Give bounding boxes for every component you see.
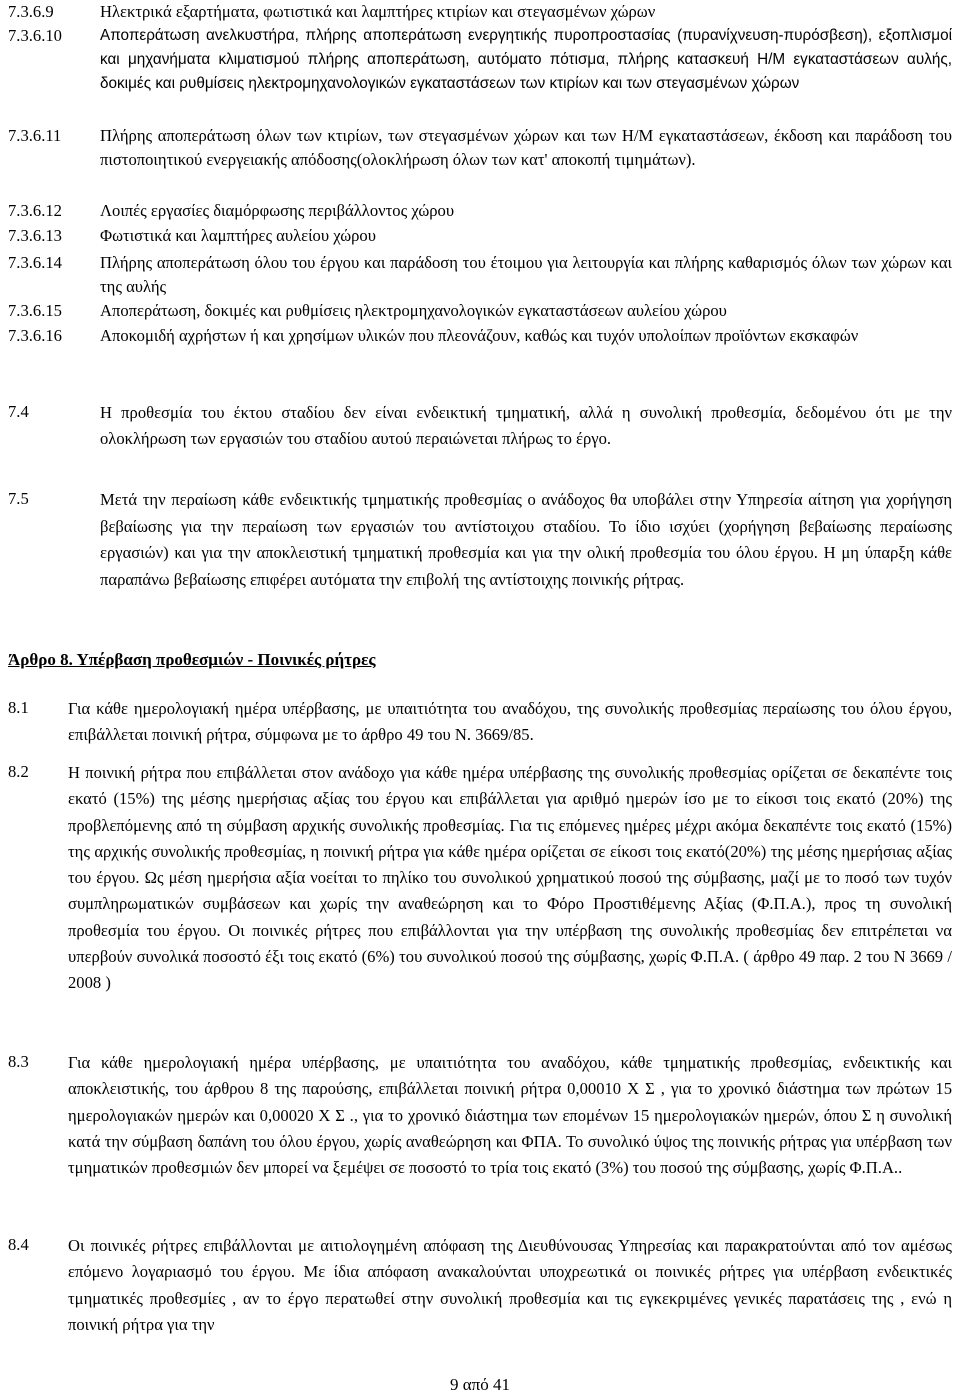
item-number: 7.3.6.12: [8, 201, 62, 220]
paragraph-text: Οι ποινικές ρήτρες επιβάλλονται με αιτιολογημένη απόφαση της Διευθύνουσας Υπηρεσίας και παρακρατούνται από τον αμέσως επόμενο λογαριασμό του έργου. Με ίδια απόφαση ανακαλούνται υποχρεωτικά οι ποινικές ρήτρες για υπέρβαση ενδεικτικές τμηματικές προθεσμίες , αν το έργο περατωθεί στην συνολική προθεσμία και τις εγκεκριμένες γενικές παρατάσεις της , ενώ η ποινική ρήτρα για την: [68, 1236, 952, 1334]
paragraph-number: 7.4: [8, 402, 29, 421]
item-text: Αποκομιδή αχρήστων ή και χρησίμων υλικών που πλεονάζουν, καθώς και τυχόν υπολοίπων προϊόντων εκσκαφών: [100, 326, 859, 345]
paragraph-text: Η προθεσμία του έκτου σταδίου δεν είναι ενδεικτική τμηματική, αλλά η συνολική προθεσμία, δεδομένου ότι με την ολοκλήρωση των εργασιών του σταδίου αυτού περαιώνεται πλήρως το έργο.: [100, 403, 952, 448]
item-number: 7.3.6.14: [8, 253, 62, 272]
paragraph-text: Για κάθε ημερολογιακή ημέρα υπέρβασης, με υπαιτιότητα του αναδόχου, της συνολικής προθεσμίας περαίωσης του όλου έργου, επιβάλλεται ποινική ρήτρα, σύμφωνα με το άρθρο 49 του Ν. 3669/85.: [68, 699, 952, 744]
item-text: Ηλεκτρικά εξαρτήματα, φωτιστικά και λαμπτήρες κτιρίων και στεγασμένων χώρων: [100, 2, 656, 21]
paragraph-text: Για κάθε ημερολογιακή ημέρα υπέρβασης, με υπαιτιότητα του αναδόχου, κάθε τμηματικής προθεσμίας, ενδεικτικής και αποκλειστικής, του άρθρου 8 της παρούσης, επιβάλλεται ποινική ρήτρα 0,00010 Χ Σ , για το χρονικό διάστημα των πρώτων 15 ημερολογιακών ημερών και 0,00020 Χ Σ ., για το χρονικό διάστημα των επομένων 15 ημερολογιακών ημερών, όπου Σ η συνολική κατά την σύμβαση δαπάνη του όλου έργου, χωρίς αναθεώρηση και ΦΠΑ. Το συνολικό ύψος της ποινικής ρήτρας για υπέρβαση των τμηματικών προθεσμιών δεν μπορεί να ξεμέψει σε ποσοστό το τρία τοις εκατό (3%) του ποσού της σύμβασης, χωρίς Φ.Π.Α..: [68, 1053, 952, 1178]
item-number: 7.3.6.16: [8, 326, 62, 345]
paragraph-text: Η ποινική ρήτρα που επιβάλλεται στον ανάδοχο για κάθε ημέρα υπέρβασης της συνολικής προθεσμίας ορίζεται σε δεκαπέντε τοις εκατό (15%) της μέσης ημερήσιας αξίας του έργου και επιβάλλεται για αριθμό ημερών ίσο με το είκοσι τοις εκατό (20%) της προβλεπόμενης από τη σύμβαση αρχικής συνολικής προθεσμίας. Για τις επόμενες ημέρες μέχρι ακόμα δεκαπέντε τοις εκατό (15%) της αρχικής συνολικής προθεσμίας, η ποινική ρήτρα για κάθε ημέρα ορίζεται σε είκοσι τοις εκατό(20%) της μέσης ημερήσιας αξίας του έργου. Ως μέση ημερήσια αξία νοείται το πηλίκο του συνολικού χρηματικού ποσού της σύμβασης, μαζί με το ποσό των τυχόν συμπληρωματικών συμβάσεων και χωρίς την αναθεώρηση και το Φόρο Προστιθέμενης Αξίας (Φ.Π.Α.), προς τη συνολική προθεσμία του έργου. Οι ποινικές ρήτρες που επιβάλλονται για την υπέρβαση της συνολικής προθεσμίας δεν επιτρέπεται να υπερβούν συνολικά ποσοστό έξι τοις εκατό (6%) του συνολικού ποσού της σύμβασης, χωρίς Φ.Π.Α. ( άρθρο 49 παρ. 2 του Ν 3669 / 2008 ): [68, 763, 952, 993]
article-heading: Άρθρο 8. Υπέρβαση προθεσμιών - Ποινικές ρήτρες: [8, 650, 376, 669]
item-text: Πλήρης αποπεράτωση όλων των κτιρίων, των στεγασμένων χώρων και των Η/Μ εγκαταστάσεων, έκδοση και παράδοση του πιστοποιητικού ενεργειακής απόδοσης(ολοκλήρωση όλων των κατ' αποκοπή τιμημάτων).: [100, 126, 952, 169]
item-text: Πλήρης αποπεράτωση όλου του έργου και παράδοση του έτοιμου για λειτουργία και πλήρης καθαρισμός όλων των χώρων και της αυλής: [100, 253, 952, 296]
paragraph-text: Μετά την περαίωση κάθε ενδεικτικής τμηματικής προθεσμίας ο ανάδοχος θα υποβάλει στην Υπηρεσία αίτηση για χορήγηση βεβαίωσης για την περαίωση των εργασιών του αντίστοιχου σταδίου. Το ίδιο ισχύει (χορήγηση βεβαίωσης περαίωσης εργασιών) και για την αποκλειστική τμηματική προθεσμία και για την ολική προθεσμία του όλου έργου. Η μη ύπαρξη κάθε παραπάνω βεβαίωσης επιφέρει αυτόματα την επιβολή της αντίστοιχης ποινικής ρήτρας.: [100, 490, 952, 589]
item-number: 7.3.6.11: [8, 126, 62, 145]
item-text: Αποπεράτωση, δοκιμές και ρυθμίσεις ηλεκτρομηχανολογικών εγκαταστάσεων αυλείου χώρου: [100, 301, 727, 320]
item-text: Αποπεράτωση ανελκυστήρα, πλήρης αποπεράτωση ενεργητικής πυροπροστασίας (πυρανίχνευση-πυρόσβεση), εξοπλισμοί και μηχανήματα κλιματισμού πλήρης αποπεράτωση, αυτόματο πότισμα, πλήρης κατασκευή Η/Μ εγκαταστάσεων αυλής, δοκιμές και ρυθμίσεις ηλεκτρομηχανολογικών εγκαταστάσεων των κτιρίων και των στεγασμένων χώρων: [100, 27, 952, 92]
item-text: Φωτιστικά και λαμπτήρες αυλείου χώρου: [100, 226, 376, 245]
item-number: 7.3.6.13: [8, 226, 62, 245]
paragraph-number: 8.2: [8, 762, 29, 781]
paragraph-number: 8.4: [8, 1235, 29, 1254]
item-number: 7.3.6.15: [8, 301, 62, 320]
paragraph-number: 8.3: [8, 1052, 29, 1071]
item-text: Λοιπές εργασίες διαμόρφωσης περιβάλλοντος χώρου: [100, 201, 455, 220]
paragraph-number: 8.1: [8, 698, 29, 717]
paragraph-number: 7.5: [8, 489, 29, 508]
page-number: 9 από 41: [450, 1375, 510, 1394]
item-number: 7.3.6.10: [8, 26, 62, 45]
item-number: 7.3.6.9: [8, 2, 54, 21]
